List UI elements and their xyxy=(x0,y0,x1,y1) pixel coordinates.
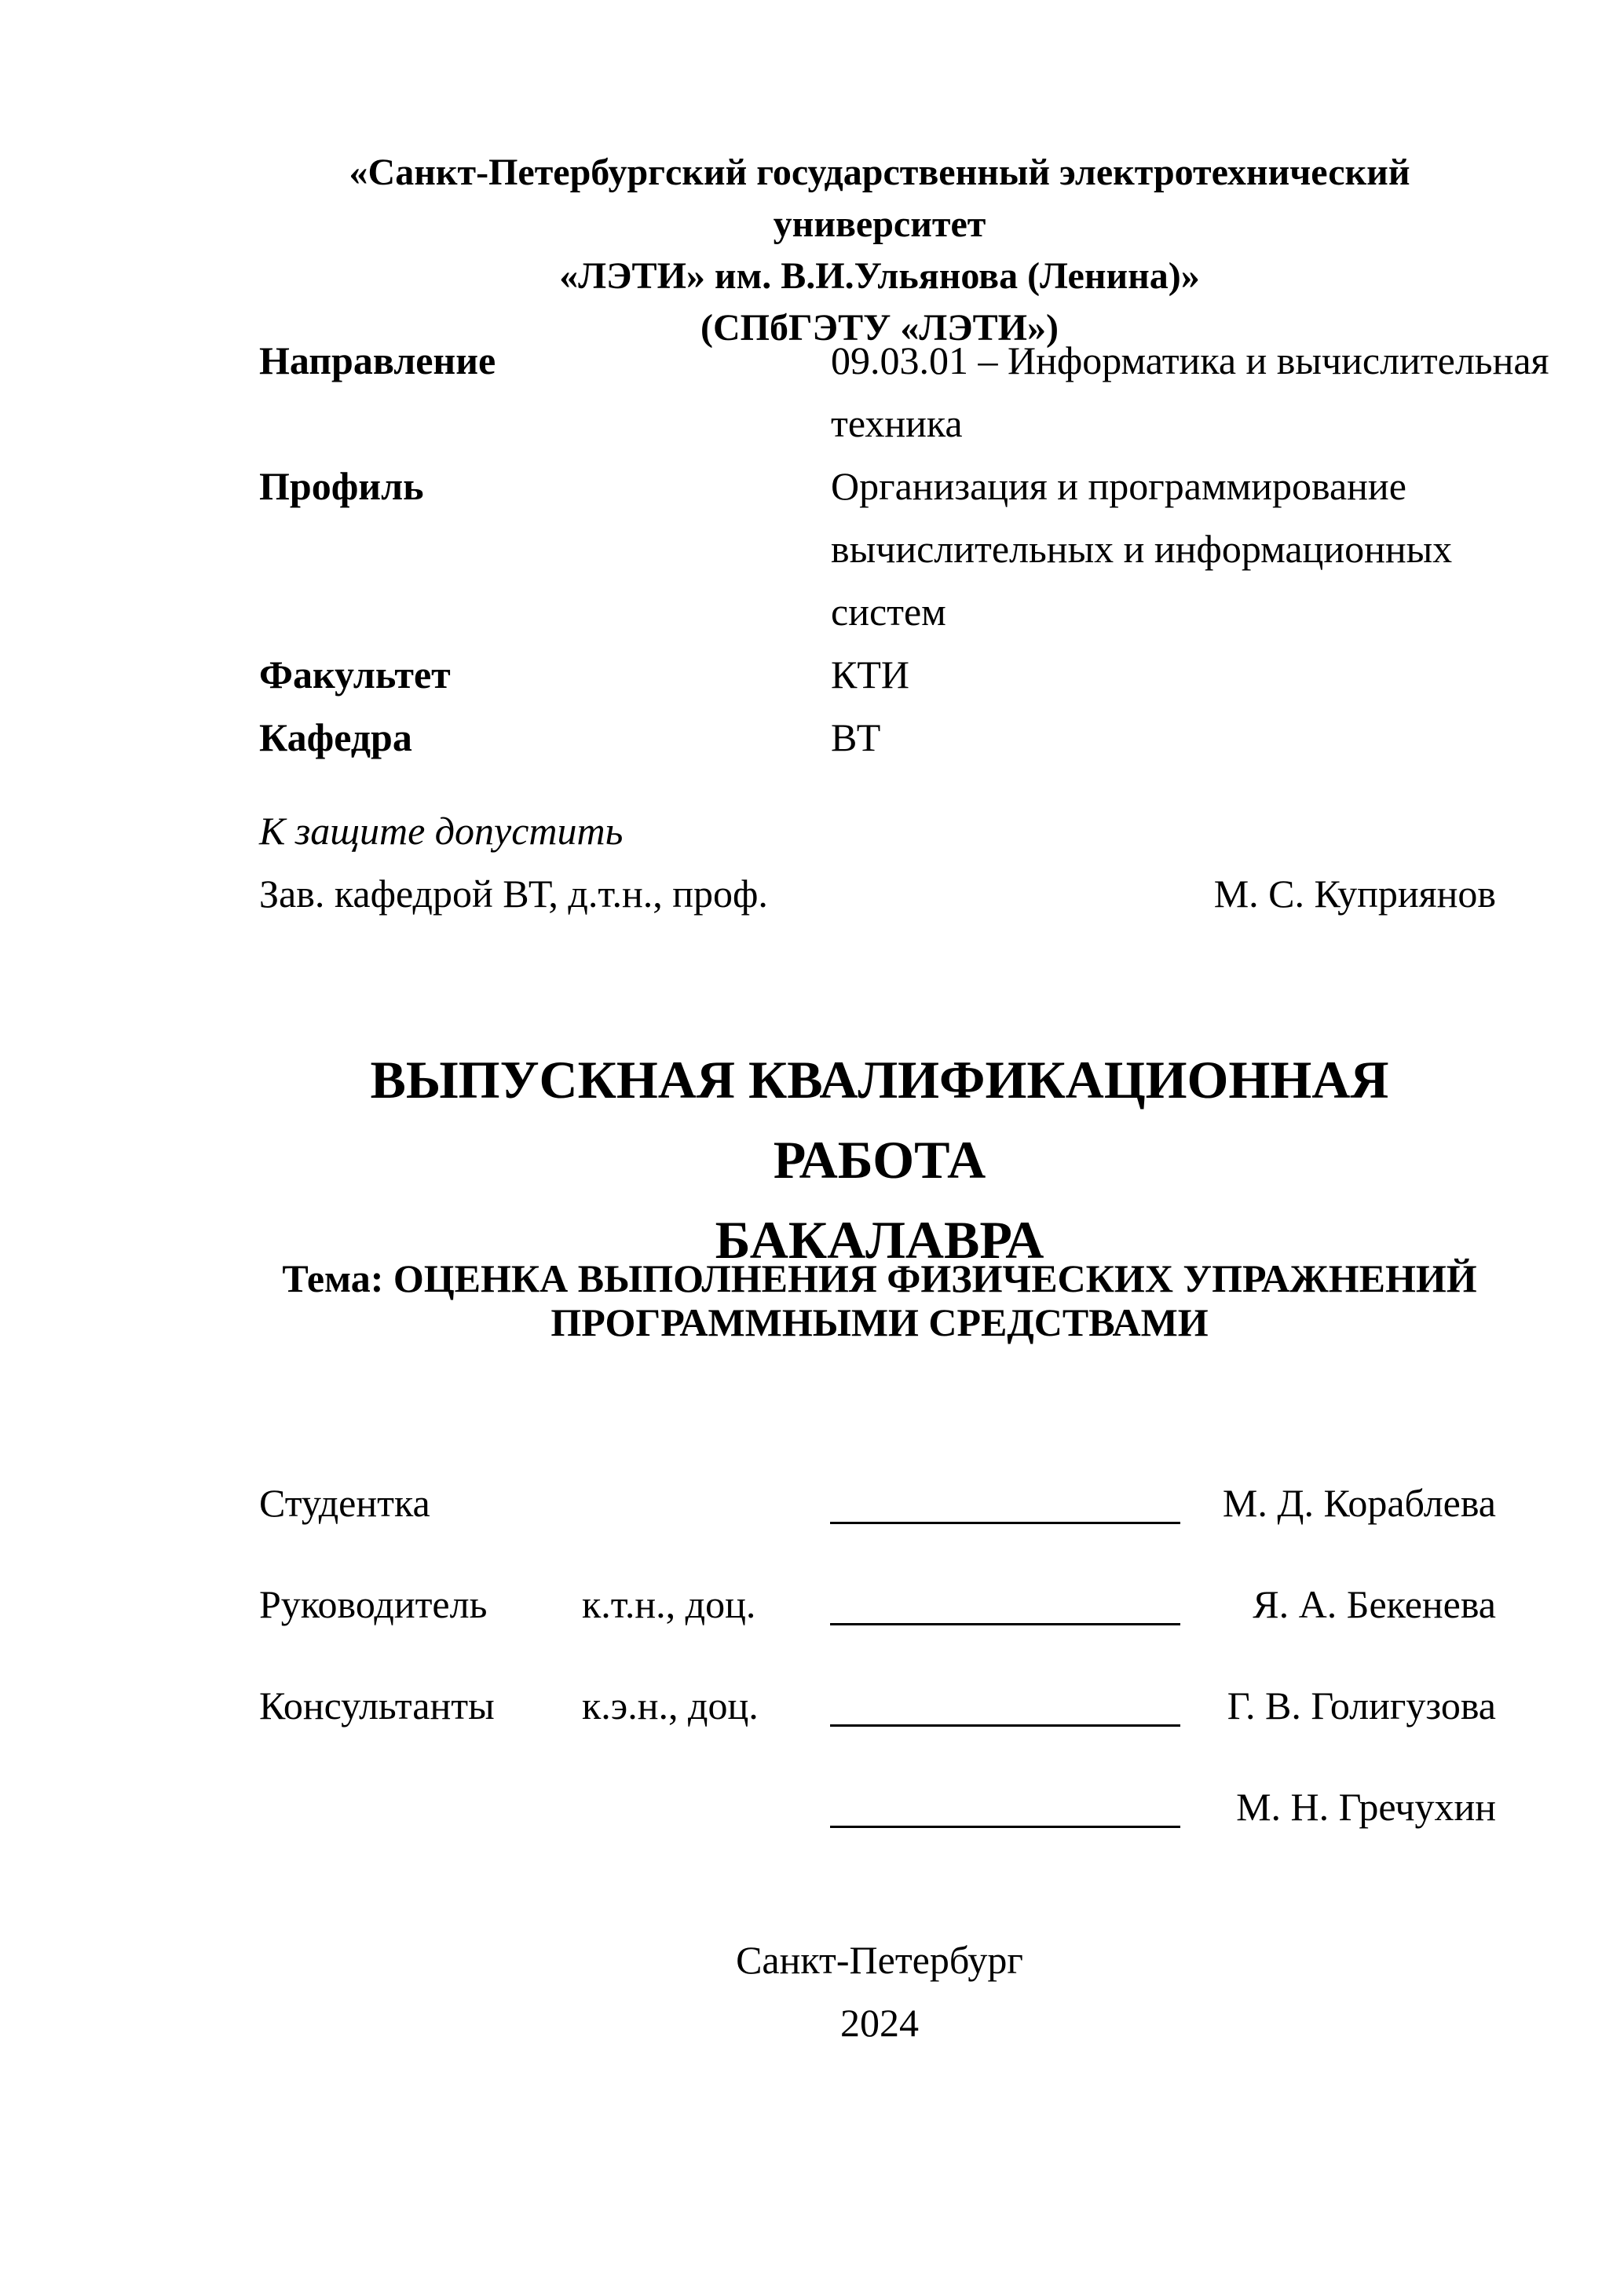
info-row xyxy=(259,455,1500,643)
signature-blank-line xyxy=(830,1481,1180,1524)
admission-statement: К защите допустить xyxy=(259,809,624,853)
signature-role: Консультанты xyxy=(259,1684,495,1727)
info-value-line: Организация и программирование xyxy=(831,464,1406,508)
signature-blank-line xyxy=(830,1684,1180,1727)
signature-name: Я. А. Бекенева xyxy=(1253,1582,1496,1626)
info-value-line: систем xyxy=(831,590,946,634)
page-footer xyxy=(259,1929,1500,2054)
signature-degree: к.э.н., доц. xyxy=(582,1684,759,1727)
info-value-line: вычислительных и информационных xyxy=(831,527,1453,571)
signature-degree: к.т.н., доц. xyxy=(582,1582,756,1626)
info-value xyxy=(831,706,880,769)
signature-row xyxy=(259,1684,1500,1727)
info-value xyxy=(831,643,909,706)
info-label: Профиль xyxy=(259,464,424,508)
info-value xyxy=(831,329,1549,455)
signature-row xyxy=(259,1582,1500,1626)
signature-name: Г. В. Голигузова xyxy=(1227,1684,1496,1727)
info-label: Факультет xyxy=(259,653,451,696)
info-label: Направление xyxy=(259,338,496,382)
thesis-theme-line1: Тема: ОЦЕНКА ВЫПОЛНЕНИЯ ФИЗИЧЕСКИХ УПРАЖНЕНИЙ xyxy=(282,1256,1477,1300)
signature-name: М. Н. Гречухин xyxy=(1236,1785,1496,1829)
document-title-line1: ВЫПУСКНАЯ КВАЛИФИКАЦИОННАЯ РАБОТА xyxy=(370,1050,1389,1190)
info-value-line: 09.03.01 – Информатика и вычислительная xyxy=(831,338,1549,382)
info-value-line: техника xyxy=(831,401,963,445)
info-row xyxy=(259,329,1549,455)
signature-blank-line xyxy=(830,1785,1180,1828)
program-info-table xyxy=(259,329,1549,769)
info-value-line: КТИ xyxy=(831,653,909,696)
footer-city: Санкт-Петербург xyxy=(736,1938,1023,1982)
signature-role: Руководитель xyxy=(259,1582,488,1626)
document-title-line2: БАКАЛАВРА xyxy=(715,1210,1044,1270)
signature-name: М. Д. Кораблева xyxy=(1222,1481,1496,1525)
info-value-line: ВТ xyxy=(831,715,881,759)
admission-approver-row xyxy=(259,872,1500,916)
approver-name: М. С. Куприянов xyxy=(1213,872,1496,916)
info-row xyxy=(259,706,1500,769)
info-label: Кафедра xyxy=(259,715,412,759)
thesis-theme-line2: ПРОГРАММНЫМИ СРЕДСТВАМИ xyxy=(550,1300,1209,1344)
footer-year: 2024 xyxy=(840,2001,919,2045)
info-value xyxy=(831,455,1452,643)
signature-row xyxy=(259,1785,1500,1829)
university-abbreviation: (СПбГЭТУ «ЛЭТИ») xyxy=(700,307,1059,349)
document-title xyxy=(259,1040,1500,1280)
signature-blank-line xyxy=(830,1582,1180,1625)
info-row xyxy=(259,643,1500,706)
university-name-line1: «Санкт-Петербургский государственный электротехнический университет xyxy=(349,152,1410,245)
signature-role: Студентка xyxy=(259,1481,430,1525)
university-header xyxy=(259,147,1500,354)
university-name-line2: «ЛЭТИ» им. В.И.Ульянова (Ленина)» xyxy=(559,255,1200,297)
signature-row xyxy=(259,1481,1500,1525)
approver-title: Зав. кафедрой ВТ, д.т.н., проф. xyxy=(259,872,768,916)
thesis-theme xyxy=(259,1256,1500,1344)
